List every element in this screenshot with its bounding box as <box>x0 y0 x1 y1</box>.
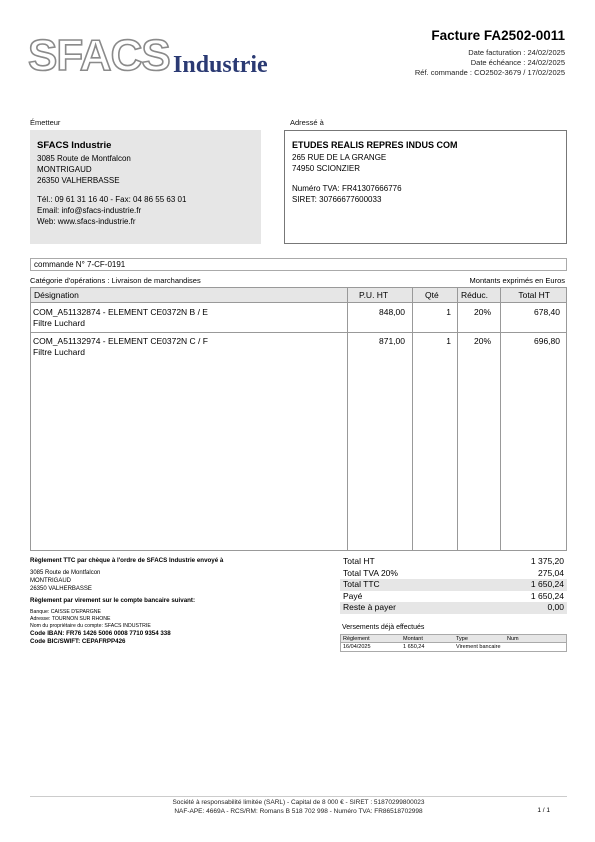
invoice-due-date: Date échéance : 24/02/2025 <box>470 58 565 67</box>
header-total: Total HT <box>518 290 550 300</box>
footer-line-1: Société à responsabilité limitée (SARL) - Capital de 8 000 € - SIRET : 51870299800023 <box>172 799 425 806</box>
payment-row: 16/04/2025 1 650,24 Virement bancaire <box>343 644 501 650</box>
invoice-date: Date facturation : 24/02/2025 <box>468 48 565 57</box>
payment-info <box>30 557 330 646</box>
issuer-name: SFACS Industrie <box>37 140 112 151</box>
recipient-address-1: 265 RUE DE LA GRANGE <box>292 153 387 162</box>
issuer-email: Email: info@sfacs-industrie.fr <box>37 206 142 215</box>
invoice-title: Facture FA2502-0011 <box>431 28 565 43</box>
currency-note: Montants exprimés en Euros <box>469 276 565 285</box>
row-designation: COM_A51132974 - ELEMENT CE0372N C / F <box>33 336 208 346</box>
total-ttc-row: Total TTC 1 650,24 <box>340 579 567 591</box>
cheque-address-2: MONTRIGAUD <box>30 578 71 584</box>
row-discount: 20% <box>474 307 492 317</box>
footer-line-2: NAF-APE: 4669A - RCS/RM: Romans B 518 702 998 - Numéro TVA: FR86518702998 <box>174 808 423 815</box>
issuer-address-3: 26350 VALHERBASSE <box>37 176 120 185</box>
header-unit-price: P.U. HT <box>359 290 389 300</box>
row-unit-price: 848,00 <box>379 307 405 317</box>
page-number: 1 / 1 <box>537 807 550 814</box>
row-unit-price: 871,00 <box>379 336 405 346</box>
recipient-label: Adressé à <box>290 118 324 127</box>
payments-done-title: Versements déjà effectués <box>342 624 425 631</box>
header-quantity: Qté <box>425 290 439 300</box>
account-owner: Nom du propriétaire du compte: SFACS INDUSTRIE <box>30 623 151 629</box>
logo-wordmark: SFACS <box>28 31 170 80</box>
issuer-box <box>30 130 261 244</box>
row-total: 696,80 <box>534 336 560 346</box>
line-items-table <box>30 287 567 551</box>
paid-row: Payé 1 650,24 <box>343 590 564 601</box>
recipient-tva: Numéro TVA: FR41307666776 <box>292 184 402 193</box>
row-quantity: 1 <box>446 307 451 317</box>
footer-divider <box>30 796 567 797</box>
issuer-address-2: MONTRIGAUD <box>37 165 92 174</box>
totals-box <box>340 556 567 614</box>
recipient-address-2: 74950 SCIONZIER <box>292 164 361 173</box>
row-subtitle: Filtre Luchard <box>33 318 85 328</box>
recipient-box <box>284 130 567 244</box>
bank-name: Banque: CAISSE D'EPARGNE <box>30 609 101 615</box>
cheque-address-3: 26350 VALHERBASSE <box>30 586 92 592</box>
row-total: 678,40 <box>534 307 560 317</box>
recipient-siret: SIRET: 30766677600033 <box>292 195 382 204</box>
row-quantity: 1 <box>446 336 451 346</box>
issuer-label: Émetteur <box>30 118 61 127</box>
invoice-order-ref: Réf. commande : CO2502-3679 / 17/02/2025 <box>414 68 565 77</box>
header-discount: Réduc. <box>461 290 488 300</box>
iban: Code IBAN: FR76 1426 5006 0008 7710 9354 338 <box>30 630 171 637</box>
header-designation: Désignation <box>34 290 79 300</box>
issuer-address-1: 3085 Route de Montfalcon <box>37 154 131 163</box>
transfer-title: Règlement par virement sur le compte bancaire suivant: <box>30 597 196 604</box>
cheque-title: Règlement TTC par chèque à l'ordre de SFACS Industrie envoyé à <box>30 557 224 564</box>
issuer-phone: Tél.: 09 61 31 16 40 - Fax: 04 86 55 63 01 <box>37 195 187 204</box>
total-ht-row: Total HT 1 375,20 <box>343 556 564 566</box>
payments-done-table <box>340 634 567 652</box>
row-subtitle: Filtre Luchard <box>33 347 85 357</box>
total-tva-row: Total TVA 20% 275,04 <box>343 567 564 578</box>
bank-address: Adresse: TOURNON SUR RHONE <box>30 616 111 622</box>
issuer-web: Web: www.sfacs-industrie.fr <box>37 217 136 226</box>
order-reference: commande N° 7-CF-0191 <box>30 258 567 271</box>
operation-category: Catégorie d'opérations : Livraison de marchandises <box>30 276 201 285</box>
row-discount: 20% <box>474 336 492 346</box>
table-header <box>31 288 566 303</box>
logo-subtitle: Industrie <box>173 52 268 78</box>
recipient-name: ETUDES REALIS REPRES INDUS COM <box>292 140 458 150</box>
row-designation: COM_A51132874 - ELEMENT CE0372N B / E <box>33 307 208 317</box>
bic: Code BIC/SWIFT: CEPAFRPP426 <box>30 638 126 645</box>
footer <box>30 798 567 816</box>
remaining-row: Reste à payer 0,00 <box>340 602 567 614</box>
cheque-address-1: 3085 Route de Montfalcon <box>30 570 101 576</box>
company-logo <box>28 32 288 82</box>
payments-header: Règlement Montant Type Num <box>341 635 566 643</box>
